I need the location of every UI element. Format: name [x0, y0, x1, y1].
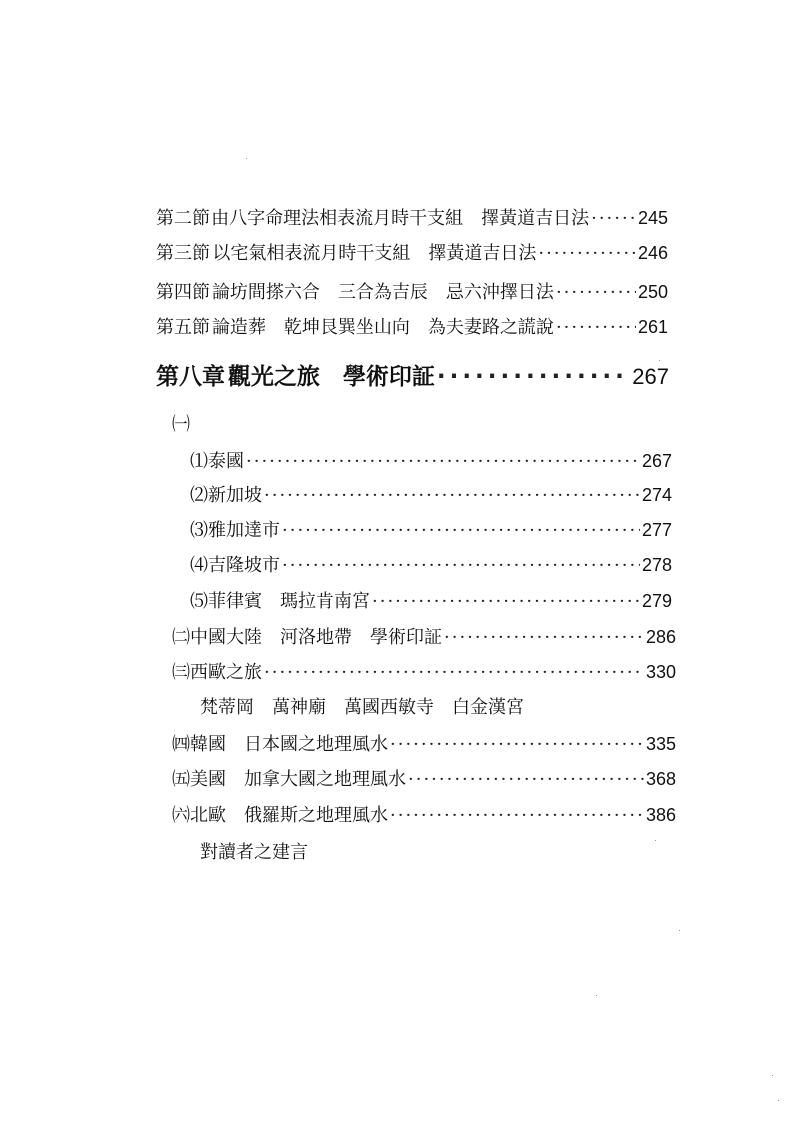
item-label: ⑴泰國: [190, 451, 244, 472]
page-number: 330: [645, 662, 676, 682]
scan-speck: [679, 930, 680, 931]
part-label: ㈡中國大陸 河洛地帶 學術印証: [172, 627, 442, 648]
page-number: 279: [641, 591, 672, 611]
leader-dots: [437, 360, 630, 394]
item-label: ⑸菲律賓 瑪拉肯南宮: [190, 591, 370, 612]
part-label: ㈥北歐 俄羅斯之地理風水: [172, 805, 388, 826]
scan-speck: [778, 1100, 779, 1101]
section-number: 第五節: [156, 317, 210, 338]
page-number: 250: [637, 282, 668, 302]
page-number: 261: [637, 317, 668, 337]
toc-entry-china-mainland[interactable]: [172, 624, 676, 650]
toc-entry-section-3[interactable]: [156, 240, 668, 266]
section-title: 論坊間搽六合 三合為吉辰 忌六沖擇日法: [211, 282, 554, 303]
toc-entry-chapter-8[interactable]: [156, 360, 669, 394]
page-number: 386: [645, 805, 676, 825]
section-number: 第三節: [156, 243, 210, 264]
leader-dots: [556, 315, 636, 341]
leader-dots: [390, 732, 644, 758]
leader-dots: [264, 483, 640, 509]
page-number: 368: [645, 769, 676, 789]
scan-speck: [772, 1075, 773, 1076]
toc-entry-jakarta[interactable]: [190, 517, 672, 543]
leader-dots: [246, 449, 640, 475]
page-number: 274: [641, 485, 672, 505]
leader-dots: [390, 803, 644, 829]
chapter-title: 觀光之旅 學術印証: [227, 364, 435, 390]
page-number: 335: [645, 734, 676, 754]
leader-dots: [591, 206, 636, 232]
page-number: 267: [641, 451, 672, 471]
toc-entry-thailand[interactable]: [190, 448, 672, 474]
item-label: ⑶雅加達市: [190, 520, 280, 541]
section-title: 論造葬 乾坤艮巽坐山向 為夫妻路之謊說: [211, 317, 554, 338]
europe-sub-entries: 梵蒂岡 萬神廟 萬國西敏寺 白金漢宮: [200, 697, 524, 718]
leader-dots: [264, 660, 644, 686]
toc-entry-section-5[interactable]: [156, 314, 668, 340]
leader-dots: [408, 767, 644, 793]
page-number: 245: [637, 208, 668, 228]
part-label: ㈤美國 加拿大國之地理風水: [172, 769, 406, 790]
page-number: 246: [637, 243, 668, 263]
page-number: 278: [641, 555, 672, 575]
toc-entry-north-europe-russia[interactable]: [172, 802, 676, 828]
toc-entry-singapore[interactable]: [190, 482, 672, 508]
item-label: ⑵新加坡: [190, 485, 262, 506]
leader-dots: [282, 518, 640, 544]
leader-dots: [444, 625, 644, 651]
toc-entry-kuala-lumpur[interactable]: [190, 552, 672, 578]
scan-speck: [659, 360, 660, 361]
scan-speck: [655, 840, 656, 841]
toc-entry-western-europe[interactable]: [172, 659, 676, 685]
section-title: 以宅氣相表流月時干支組 擇黃道吉日法: [212, 243, 537, 264]
section-number: 第四節: [156, 282, 210, 303]
item-label: ⑷吉隆坡市: [190, 555, 280, 576]
leader-dots: [372, 589, 640, 615]
toc-entry-korea-japan[interactable]: [172, 731, 676, 757]
part-1-marker: ㈠: [172, 414, 190, 435]
page-number: 286: [645, 627, 676, 647]
closing-entry: 對讀者之建言: [200, 842, 308, 863]
part-label: ㈢西歐之旅: [172, 662, 262, 683]
page-number: 267: [632, 364, 669, 389]
section-title: 由八字命理法相表流月時干支組 擇黃道吉日法: [211, 208, 590, 229]
scan-speck: [596, 995, 597, 996]
page-number: 277: [641, 520, 672, 540]
toc-entry-philippines[interactable]: [190, 588, 672, 614]
part-label: ㈣韓國 日本國之地理風水: [172, 734, 388, 755]
chapter-number: 第八章: [156, 364, 225, 390]
leader-dots: [538, 241, 636, 267]
toc-entry-section-4[interactable]: [156, 279, 668, 305]
toc-entry-section-2[interactable]: [156, 205, 668, 231]
scan-speck: [246, 158, 247, 159]
section-number: 第二節: [156, 208, 210, 229]
leader-dots: [282, 553, 640, 579]
toc-entry-usa-canada[interactable]: [172, 766, 676, 792]
leader-dots: [556, 280, 636, 306]
